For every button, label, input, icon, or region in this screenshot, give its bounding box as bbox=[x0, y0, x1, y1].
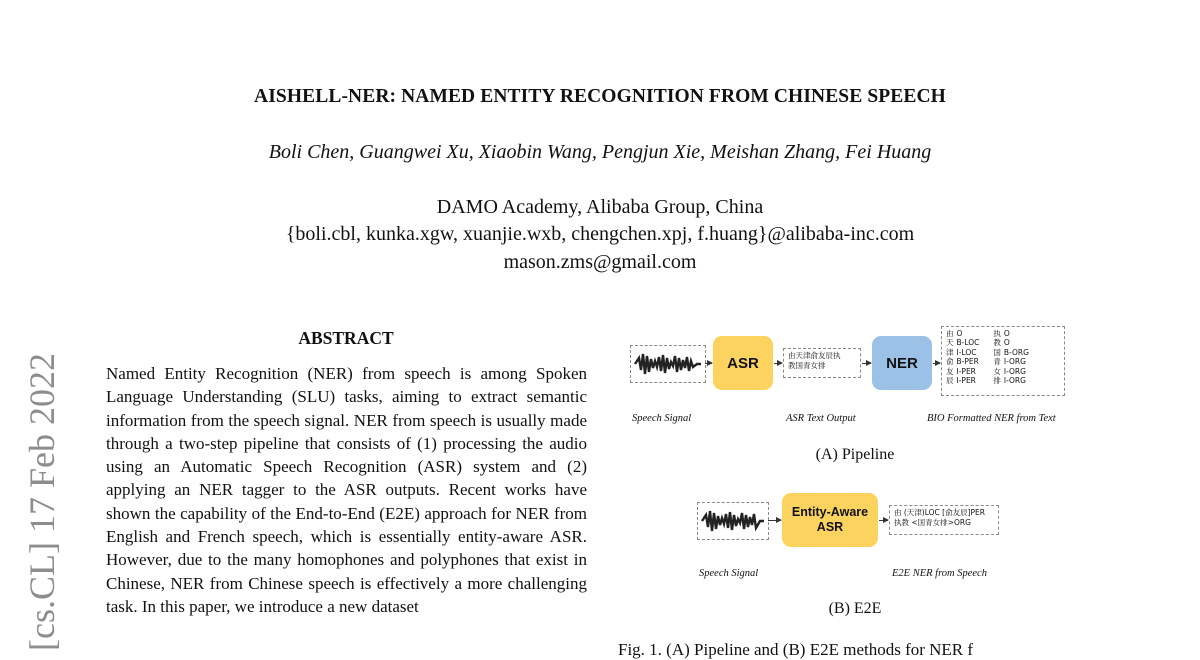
asr-text-line: 由天津俞友辰执 bbox=[788, 351, 841, 360]
abstract-body: Named Entity Recognition (NER) from speech is among Spoken Language Understanding (SLU) tasks, aiming to extract semantic information from the speech signal. NER from speech is usually made through a two-step pipeline that consists of (1) processing the audio using an Automatic Speech Recognition (ASR) system and (2) applying an NER tagger to the ASR outputs. Recent works have shown the capability of the End-to-End (E2E) approach for NER from English and French speech, which is essentially entity-aware ASR. However, due to the many homophones and polyphones that exist in Chinese, NER from Chinese speech is effectively a more challenging task. In this paper, we introduce a new dataset bbox=[106, 364, 587, 616]
subfigure-label-a: (A) Pipeline bbox=[815, 446, 895, 463]
bio-cell: 由 bbox=[946, 329, 954, 338]
figure-caption: Fig. 1. (A) Pipeline and (B) E2E methods for NER f bbox=[618, 640, 974, 659]
caption-speech-signal: Speech Signal bbox=[632, 413, 692, 424]
affiliation: DAMO Academy, Alibaba Group, China bbox=[436, 196, 764, 218]
asr-text-output-box bbox=[783, 348, 861, 378]
bio-cell: I-LOC bbox=[956, 347, 977, 357]
bio-cell: 教 bbox=[993, 338, 1001, 348]
arrow-icon bbox=[705, 363, 712, 364]
e2e-output-line: 执教 <国青女排>ORG bbox=[894, 518, 971, 527]
arrow-icon bbox=[862, 363, 871, 364]
caption-e2e-ner: E2E NER from Speech bbox=[892, 568, 987, 579]
bio-cell: I-ORG bbox=[1003, 357, 1026, 367]
bio-cell: O bbox=[1003, 329, 1010, 338]
asr-text-line: 教国青女排 bbox=[788, 361, 826, 370]
bio-cell: 俞 bbox=[946, 357, 954, 367]
bio-cell: 友 bbox=[946, 366, 954, 376]
bio-cell: B-PER bbox=[956, 357, 979, 367]
author-list: Boli Chen, Guangwei Xu, Xiaobin Wang, Pengjun Xie, Meishan Zhang, Fei Huang bbox=[268, 141, 932, 163]
bio-cell: B-ORG bbox=[1003, 347, 1029, 357]
bio-cell: 津 bbox=[946, 347, 954, 357]
speech-waveform-box bbox=[697, 502, 769, 540]
bio-cell: 排 bbox=[993, 376, 1001, 386]
bio-row bbox=[946, 329, 1032, 338]
bio-cell: 天 bbox=[946, 338, 954, 348]
bio-cell: 辰 bbox=[946, 376, 954, 386]
e2e-output-line: 由 (天津)LOC [俞友辰]PER bbox=[894, 508, 985, 517]
arrow-icon bbox=[879, 520, 888, 521]
e2e-box-line: Entity-Aware bbox=[791, 505, 869, 519]
waveform-icon bbox=[631, 346, 705, 382]
subfigure-label-b: (B) E2E bbox=[828, 600, 882, 617]
bio-tag-table bbox=[946, 329, 1032, 385]
arrow-icon bbox=[774, 363, 782, 364]
caption-speech-signal: Speech Signal bbox=[699, 568, 759, 579]
arxiv-stamp-text: [cs.CL] 17 Feb 2022 bbox=[22, 353, 62, 651]
bio-cell: I-PER bbox=[956, 366, 976, 376]
bio-cell: I-PER bbox=[956, 376, 976, 386]
entity-aware-asr-box bbox=[782, 493, 878, 547]
speech-waveform-box bbox=[630, 345, 706, 383]
arxiv-stamp bbox=[14, 315, 74, 651]
bio-row bbox=[946, 348, 1032, 357]
paper-title: AISHELL-NER: NAMED ENTITY RECOGNITION FROM CHINESE SPEECH bbox=[254, 86, 946, 107]
asr-box: ASR bbox=[713, 336, 773, 390]
caption-asr-text: ASR Text Output bbox=[786, 413, 856, 424]
bio-row bbox=[946, 367, 1032, 376]
waveform-icon bbox=[698, 503, 768, 539]
author-email-secondary: mason.zms@gmail.com bbox=[503, 251, 697, 273]
bio-row bbox=[946, 338, 1032, 347]
bio-row bbox=[946, 357, 1032, 366]
arrow-icon bbox=[768, 520, 781, 521]
bio-cell: O bbox=[1003, 338, 1010, 348]
bio-cell: I-ORG bbox=[1003, 366, 1026, 376]
author-emails: {boli.cbl, kunka.xgw, xuanjie.wxb, chengchen.xpj, f.huang}@alibaba-inc.com bbox=[285, 223, 915, 245]
bio-output-box bbox=[941, 326, 1065, 396]
bio-cell: I-ORG bbox=[1003, 376, 1026, 386]
bio-row bbox=[946, 376, 1032, 385]
bio-cell: 国 bbox=[993, 347, 1001, 357]
bio-cell: 女 bbox=[993, 366, 1001, 376]
e2e-box-line: ASR bbox=[816, 520, 844, 534]
bio-cell: 执 bbox=[993, 329, 1001, 338]
abstract-heading: ABSTRACT bbox=[298, 328, 394, 348]
e2e-output-box bbox=[889, 505, 999, 535]
ner-box: NER bbox=[872, 336, 932, 390]
bio-cell: B-LOC bbox=[956, 338, 980, 348]
arrow-icon bbox=[933, 363, 940, 364]
bio-cell: 青 bbox=[993, 357, 1001, 367]
caption-bio-ner: BIO Formatted NER from Text bbox=[927, 413, 1056, 424]
bio-cell: O bbox=[956, 329, 963, 338]
